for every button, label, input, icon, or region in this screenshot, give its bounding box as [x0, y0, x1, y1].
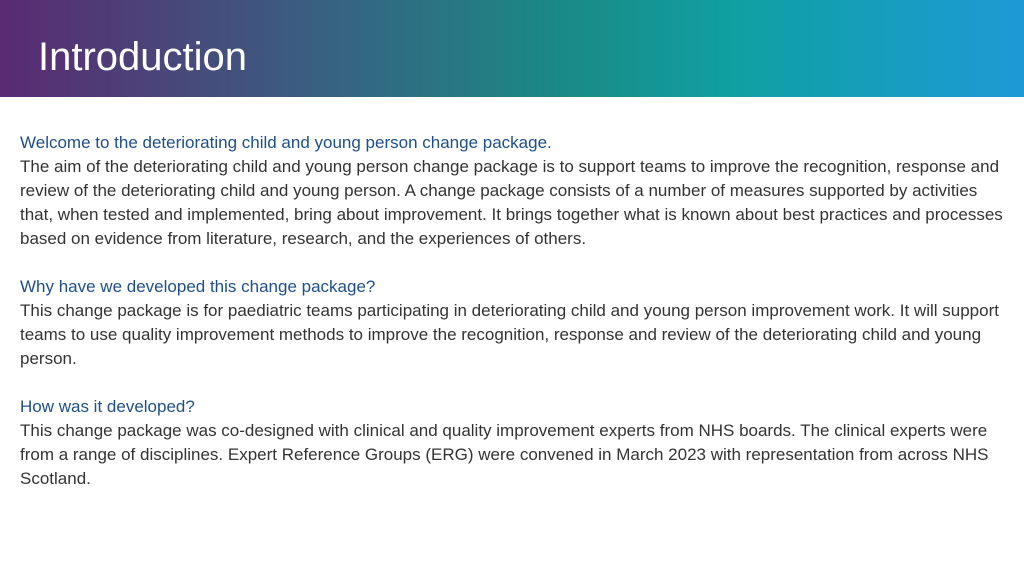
section-welcome — [20, 131, 1010, 251]
section-heading: How was it developed? — [20, 397, 195, 416]
title-banner — [0, 0, 1024, 97]
section-why — [20, 275, 1010, 371]
section-body: The aim of the deteriorating child and young person change package is to support teams to improve the recognition, response and review of the deteriorating child and young person. A change package consists of a number of measures supported by activities that, when tested and implemented, bring about improvement. It brings together what is known about best practices and processes based on evidence from literature, research, and the experiences of others. — [20, 157, 1003, 248]
section-heading: Welcome to the deteriorating child and young person change package. — [20, 133, 552, 152]
section-heading: Why have we developed this change package? — [20, 277, 376, 296]
page-title: Introduction — [38, 35, 248, 79]
section-how — [20, 395, 1010, 491]
section-body: This change package is for paediatric teams participating in deteriorating child and young person improvement work. It will support teams to use quality improvement methods to improve the recognition, response and review of the deteriorating child and young person. — [20, 301, 999, 368]
main-content — [20, 131, 1010, 515]
section-body: This change package was co-designed with clinical and quality improvement experts from NHS boards. The clinical experts were from a range of disciplines. Expert Reference Groups (ERG) were convened in March 2023 with representation from across NHS Scotland. — [20, 421, 989, 488]
